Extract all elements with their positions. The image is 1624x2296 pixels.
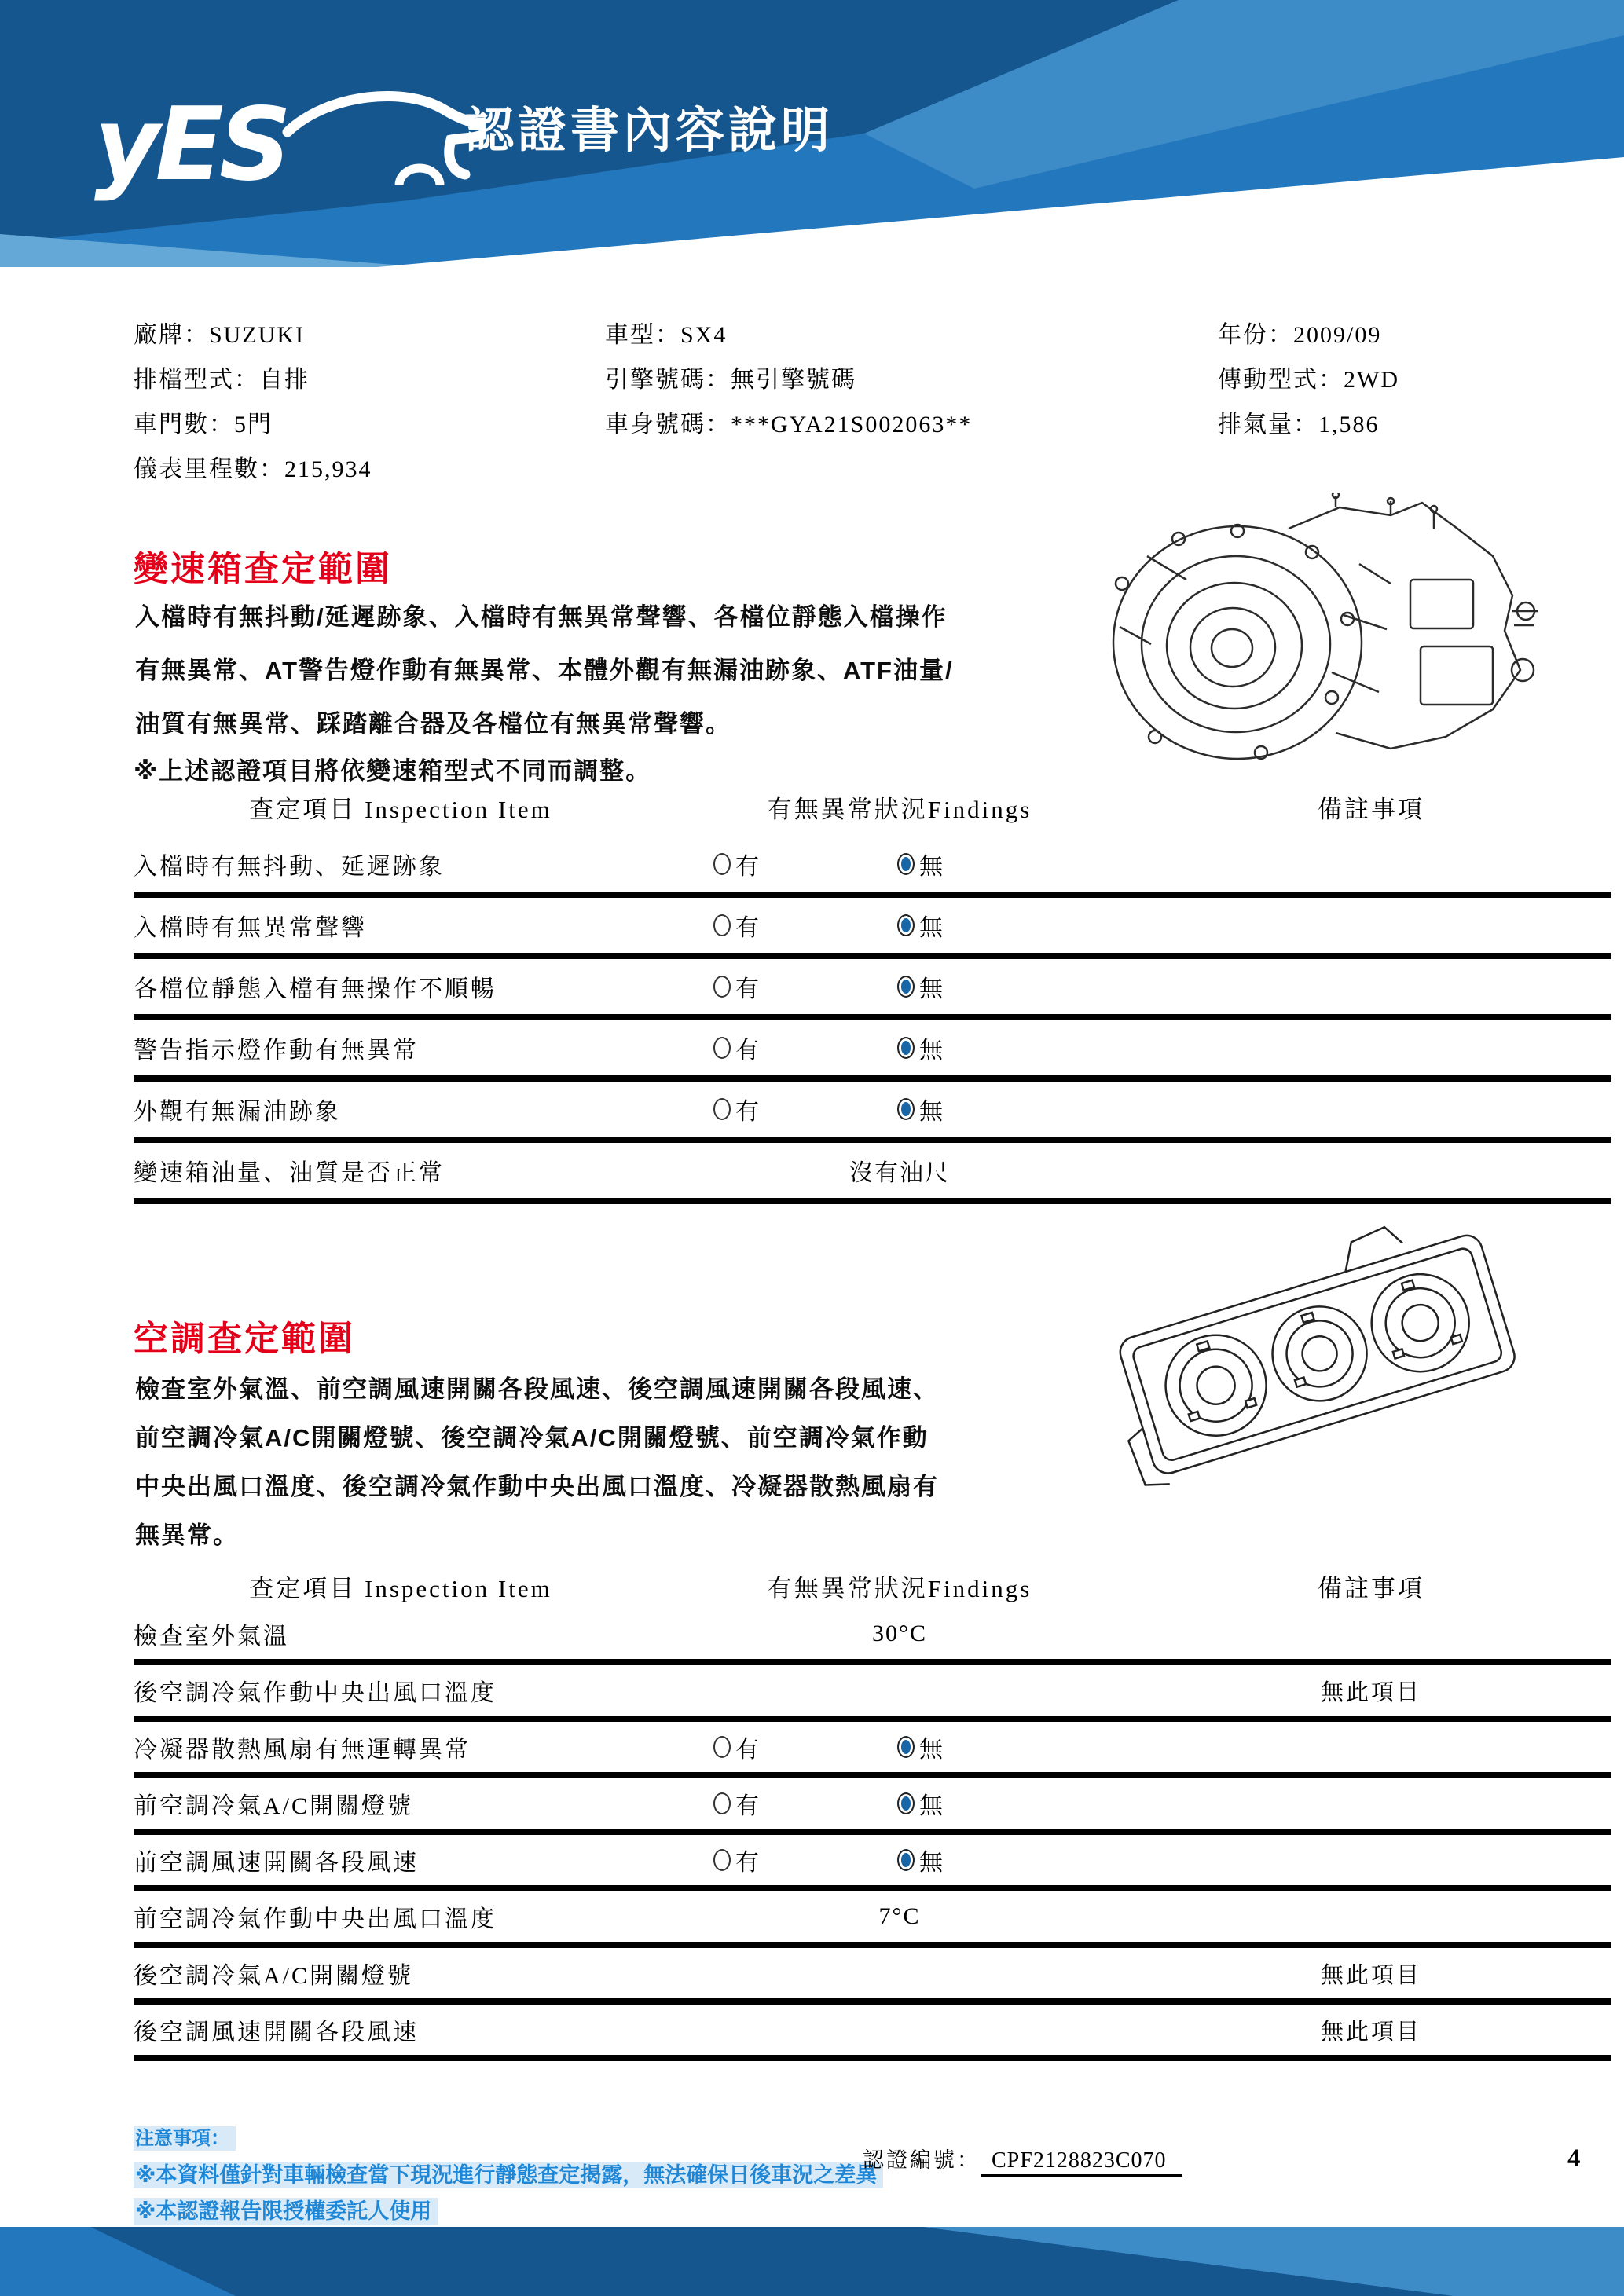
findings-cell <box>668 898 1131 953</box>
page-number: 4 <box>1567 2144 1581 2173</box>
radio-option-no[interactable] <box>897 969 944 1004</box>
radio-option-no[interactable] <box>897 908 944 943</box>
findings-cell <box>668 1891 1131 1942</box>
table-row <box>134 959 1611 1020</box>
findings-cell <box>668 1082 1131 1137</box>
radio-option-yes[interactable] <box>713 1031 760 1065</box>
aircon-section-description <box>135 1365 939 1560</box>
inspection-item-label: 前空調風速開關各段風速 <box>134 1850 419 1876</box>
findings-cell <box>668 1609 1131 1659</box>
findings-cell <box>668 2005 1131 2055</box>
column-header-findings: 有無異常狀況Findings <box>767 796 1032 823</box>
radio-yes-icon[interactable] <box>713 853 731 875</box>
vehicle-engine-number: 引擎號碼：無引擎號碼 <box>605 367 856 393</box>
vehicle-doors: 車門數：5門 <box>134 412 273 438</box>
findings-radio-group <box>668 1031 1131 1065</box>
radio-no-label: 無 <box>919 854 944 880</box>
vehicle-model: 車型：SX4 <box>605 322 728 348</box>
radio-option-no[interactable] <box>897 1031 944 1065</box>
table-row <box>134 1722 1611 1778</box>
inspection-item-label: 後空調冷氣A/C開關燈號 <box>134 1963 414 1989</box>
table-row <box>134 837 1611 898</box>
table-body <box>134 837 1611 1204</box>
findings-radio-group <box>668 1730 1131 1764</box>
remark-value <box>1131 1082 1611 1137</box>
remark-value <box>1131 1778 1611 1829</box>
radio-yes-label: 有 <box>735 1737 760 1763</box>
table-row <box>134 1835 1611 1891</box>
transmission-section-note: ※上述認證項目將依變速箱型式不同而調整。 <box>134 757 652 785</box>
page-header <box>0 0 1624 267</box>
inspection-item-label: 後空調冷氣作動中央出風口溫度 <box>134 1680 497 1706</box>
inspection-item-label: 入檔時有無異常聲響 <box>134 915 367 941</box>
vehicle-vin: 車身號碼：***GYA21S002063** <box>605 412 973 438</box>
inspection-item-label: 變速箱油量、油質是否正常 <box>134 1160 445 1186</box>
findings-radio-group <box>668 1843 1131 1877</box>
remark-value: 無此項目 <box>1320 2019 1421 2045</box>
description-line: 前空調冷氣A/C開關燈號、後空調冷氣A/C開關燈號、前空調冷氣作動 <box>135 1424 929 1452</box>
notice-block <box>134 2121 883 2229</box>
finding-value: 沒有油尺 <box>849 1160 950 1186</box>
table-row <box>134 1665 1611 1722</box>
radio-yes-icon[interactable] <box>713 914 731 936</box>
aircon-section-title: 空調查定範圍 <box>134 1320 355 1358</box>
description-line: 油質有無異常、踩踏離合器及各檔位有無異常聲響。 <box>135 710 731 738</box>
vehicle-brand: 廠牌：SUZUKI <box>134 322 305 348</box>
findings-cell <box>668 1835 1131 1885</box>
radio-option-yes[interactable] <box>713 847 760 881</box>
radio-option-yes[interactable] <box>713 908 760 943</box>
table-header-row <box>134 778 1611 837</box>
remark-value <box>1131 959 1611 1014</box>
findings-cell <box>668 1020 1131 1075</box>
radio-yes-icon[interactable] <box>713 976 731 998</box>
radio-option-no[interactable] <box>897 847 944 881</box>
finding-value: 30°C <box>871 1620 927 1646</box>
radio-no-icon[interactable] <box>897 1792 915 1814</box>
remark-value <box>1131 1020 1611 1075</box>
findings-cell <box>668 837 1131 892</box>
findings-cell <box>668 1778 1131 1829</box>
findings-cell <box>668 1143 1131 1198</box>
vehicle-info-column-3 <box>1218 313 1399 447</box>
findings-cell <box>668 1948 1131 1998</box>
inspection-item-label: 入檔時有無抖動、延遲跡象 <box>134 854 445 880</box>
vehicle-displacement: 排氣量：1,586 <box>1218 412 1380 438</box>
inspection-item-label: 前空調冷氣作動中央出風口溫度 <box>134 1906 497 1932</box>
vehicle-drivetrain: 傳動型式：2WD <box>1218 367 1399 393</box>
transmission-section-title: 變速箱查定範圍 <box>134 550 392 588</box>
radio-option-no[interactable] <box>897 1843 944 1877</box>
aircon-inspection-table <box>134 1563 1611 2061</box>
table-row <box>134 1948 1611 2005</box>
transmission-section-description <box>135 591 954 751</box>
vehicle-year: 年份：2009/09 <box>1218 322 1382 348</box>
table-row <box>134 1143 1611 1204</box>
remark-value <box>1131 898 1611 953</box>
inspection-item-label: 警告指示燈作動有無異常 <box>134 1038 419 1064</box>
table-row <box>134 1082 1611 1143</box>
column-header-item: 查定項目 Inspection Item <box>249 796 552 823</box>
radio-no-label: 無 <box>919 915 944 941</box>
findings-cell <box>668 1722 1131 1772</box>
radio-no-icon[interactable] <box>897 1736 915 1758</box>
inspection-item-label: 前空調冷氣A/C開關燈號 <box>134 1793 414 1819</box>
table-row <box>134 1778 1611 1835</box>
radio-no-icon[interactable] <box>897 1037 915 1059</box>
radio-no-label: 無 <box>919 1737 944 1763</box>
inspection-item-label: 後空調風速開關各段風速 <box>134 2020 419 2045</box>
radio-yes-label: 有 <box>735 854 760 880</box>
radio-option-yes[interactable] <box>713 1730 760 1764</box>
findings-radio-group <box>668 969 1131 1004</box>
findings-cell <box>668 959 1131 1014</box>
vehicle-info-column-2 <box>605 313 972 447</box>
transmission-illustration <box>1053 493 1540 764</box>
inspection-item-label: 各檔位靜態入檔有無操作不順暢 <box>134 976 497 1002</box>
yes-logo-text: yES <box>94 86 288 203</box>
ac-control-panel-illustration <box>1100 1216 1540 1487</box>
description-line: 檢查室外氣溫、前空調風速開關各段風速、後空調風速開關各段風速、 <box>135 1375 939 1403</box>
radio-no-icon[interactable] <box>897 1098 915 1120</box>
notice-line: ※本認證報告限授權委託人使用 <box>134 2193 883 2229</box>
radio-no-icon[interactable] <box>897 853 915 875</box>
remark-value: 無此項目 <box>1320 1962 1421 1988</box>
description-line: 入檔時有無抖動/延遲跡象、入檔時有無異常聲響、各檔位靜態入檔操作 <box>135 603 948 631</box>
certificate-number-row <box>863 2143 1182 2173</box>
findings-radio-group <box>668 1786 1131 1821</box>
car-roofline-icon <box>288 96 486 174</box>
radio-yes-icon[interactable] <box>713 1849 731 1871</box>
remark-value <box>1131 1722 1611 1772</box>
radio-no-icon[interactable] <box>897 976 915 998</box>
table-row <box>134 1891 1611 1948</box>
inspection-item-label: 冷凝器散熱風扇有無運轉異常 <box>134 1737 471 1763</box>
radio-option-yes[interactable] <box>713 969 760 1004</box>
radio-option-no[interactable] <box>897 1786 944 1821</box>
notice-line: ※本資料僅針對車輛檢查當下現況進行靜態查定揭露，無法確保日後車況之差異 <box>134 2157 883 2193</box>
radio-option-no[interactable] <box>897 1730 944 1764</box>
inspection-item-label: 檢查室外氣溫 <box>134 1624 289 1650</box>
radio-yes-icon[interactable] <box>713 1037 731 1059</box>
inspection-item-label: 外觀有無漏油跡象 <box>134 1099 341 1125</box>
radio-no-label: 無 <box>919 976 944 1002</box>
radio-yes-label: 有 <box>735 915 760 941</box>
description-line: 無異常。 <box>135 1522 239 1549</box>
radio-no-label: 無 <box>919 1850 944 1876</box>
vehicle-info-column-1 <box>134 313 372 492</box>
findings-radio-group <box>668 1092 1131 1126</box>
radio-yes-label: 有 <box>735 976 760 1002</box>
yes-logo <box>93 55 486 216</box>
vehicle-gearbox-type: 排檔型式：自排 <box>134 367 310 393</box>
findings-cell <box>668 1665 1131 1716</box>
radio-yes-icon[interactable] <box>713 1792 731 1814</box>
description-line: 有無異常、AT警告燈作動有無異常、本體外觀有無漏油跡象、ATF油量/ <box>135 657 954 684</box>
column-header-item: 查定項目 Inspection Item <box>249 1574 552 1602</box>
radio-yes-label: 有 <box>735 1099 760 1125</box>
finding-value: 7°C <box>878 1903 921 1929</box>
remark-value <box>1131 1609 1611 1659</box>
page-title: 認證書內容說明 <box>465 104 834 158</box>
remark-value <box>1131 1835 1611 1885</box>
remark-value <box>1131 837 1611 892</box>
radio-yes-label: 有 <box>735 1850 760 1876</box>
table-row <box>134 1020 1611 1082</box>
remark-value <box>1131 1143 1611 1198</box>
table-row <box>134 898 1611 959</box>
footer-banner-graphic <box>0 2227 1624 2296</box>
findings-radio-group <box>668 847 1131 881</box>
vehicle-odometer: 儀表里程數：215,934 <box>134 456 372 482</box>
table-header-row <box>134 1563 1611 1609</box>
radio-yes-icon[interactable] <box>713 1736 731 1758</box>
column-header-findings: 有無異常狀況Findings <box>767 1574 1032 1602</box>
table-row <box>134 2005 1611 2061</box>
radio-no-icon[interactable] <box>897 1849 915 1871</box>
table-body <box>134 1609 1611 2061</box>
certificate-number-label: 認證編號： <box>863 2148 981 2172</box>
radio-yes-label: 有 <box>735 1038 760 1064</box>
radio-option-no[interactable] <box>897 1092 944 1126</box>
notice-title: 注意事項： <box>134 2121 883 2157</box>
remark-value: 無此項目 <box>1320 1679 1421 1705</box>
radio-no-icon[interactable] <box>897 914 915 936</box>
radio-no-label: 無 <box>919 1038 944 1064</box>
car-wheel-icon <box>399 168 440 185</box>
radio-option-yes[interactable] <box>713 1786 760 1821</box>
description-line: 中央出風口溫度、後空調冷氣作動中央出風口溫度、冷凝器散熱風扇有 <box>135 1473 939 1500</box>
radio-yes-icon[interactable] <box>713 1098 731 1120</box>
remark-value <box>1131 1891 1611 1942</box>
column-header-remarks: 備註事項 <box>1318 796 1424 823</box>
radio-no-label: 無 <box>919 1099 944 1125</box>
radio-option-yes[interactable] <box>713 1843 760 1877</box>
column-header-remarks: 備註事項 <box>1318 1574 1424 1602</box>
table-row <box>134 1609 1611 1665</box>
transmission-inspection-table <box>134 778 1611 1204</box>
findings-radio-group <box>668 908 1131 943</box>
radio-option-yes[interactable] <box>713 1092 760 1126</box>
radio-no-label: 無 <box>919 1793 944 1819</box>
certificate-number-value: CPF2128823C070 <box>981 2148 1182 2177</box>
radio-yes-label: 有 <box>735 1793 760 1819</box>
